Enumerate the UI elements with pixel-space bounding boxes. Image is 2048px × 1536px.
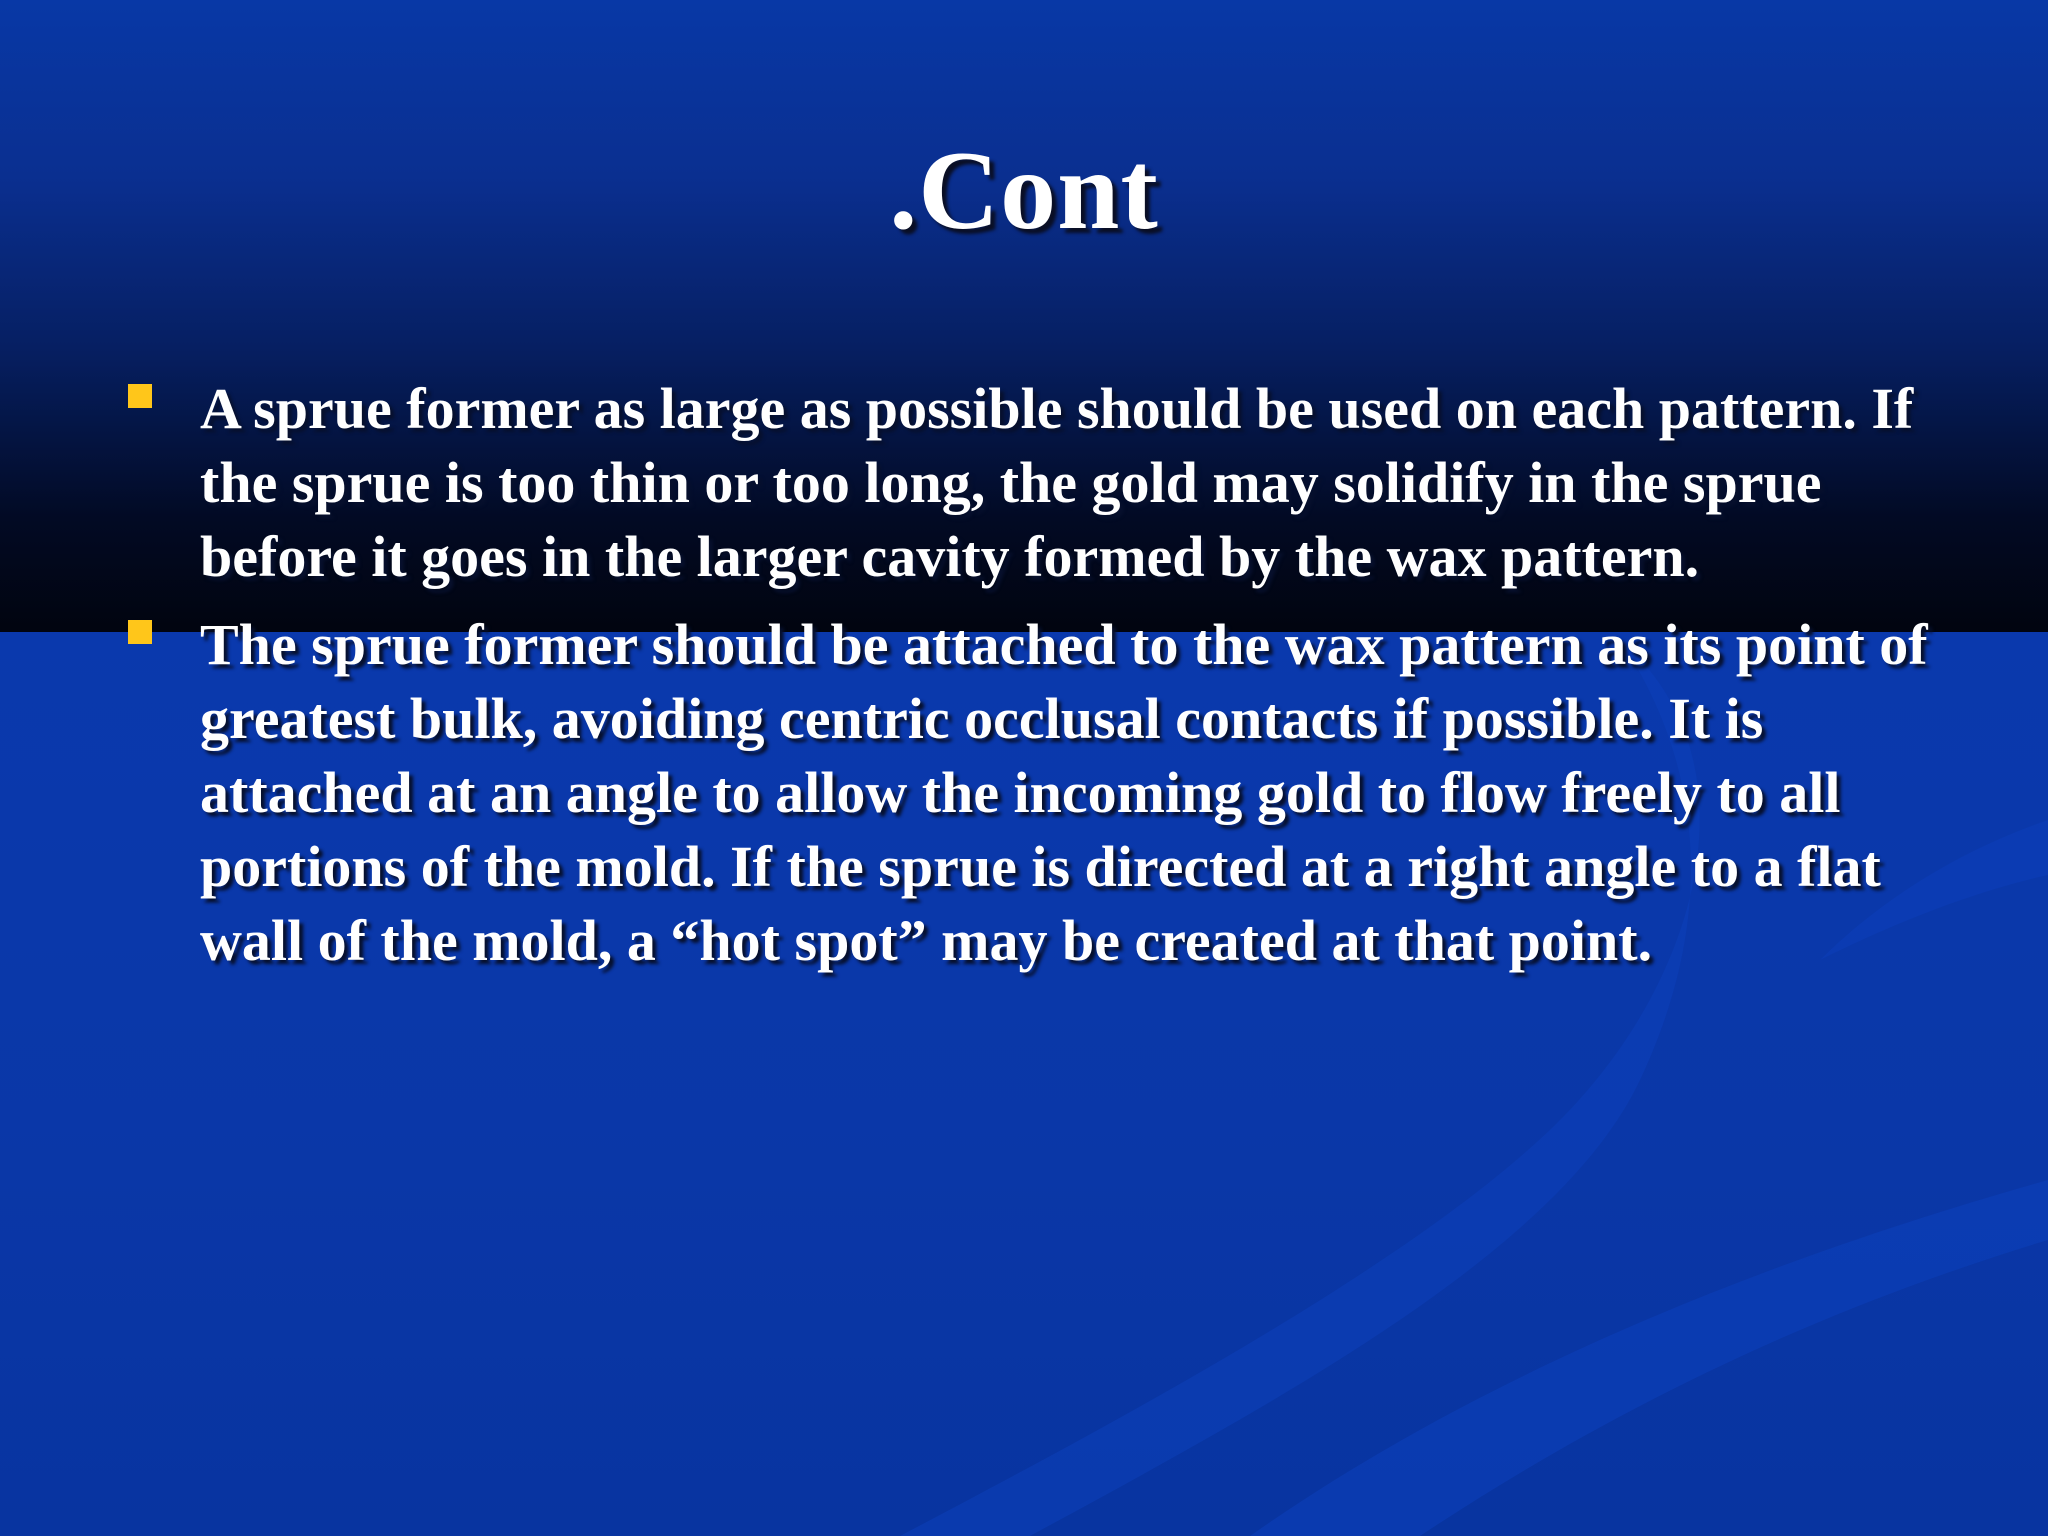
bullet-item (120, 608, 1940, 978)
slide-title: .Cont (889, 129, 1159, 253)
bullet-list (120, 372, 1940, 992)
bullet-text: A sprue former as large as possible should be used on each pattern. If the sprue is too thin or too long, the gold may solidify in the sprue before it goes in the larger cavity formed by the wax pattern. (200, 376, 1914, 589)
square-bullet-icon (128, 620, 152, 644)
bullet-item (120, 372, 1940, 594)
square-bullet-icon (128, 384, 152, 408)
bullet-text: The sprue former should be attached to the wax pattern as its point of greatest bulk, avoiding centric occlusal contacts if possible. It is attached at an angle to allow the incoming gold to flow freely to all portions of the mold. If the sprue is directed at a right angle to a flat wall of the mold, a “hot spot” may be created at that point. (200, 612, 1928, 973)
